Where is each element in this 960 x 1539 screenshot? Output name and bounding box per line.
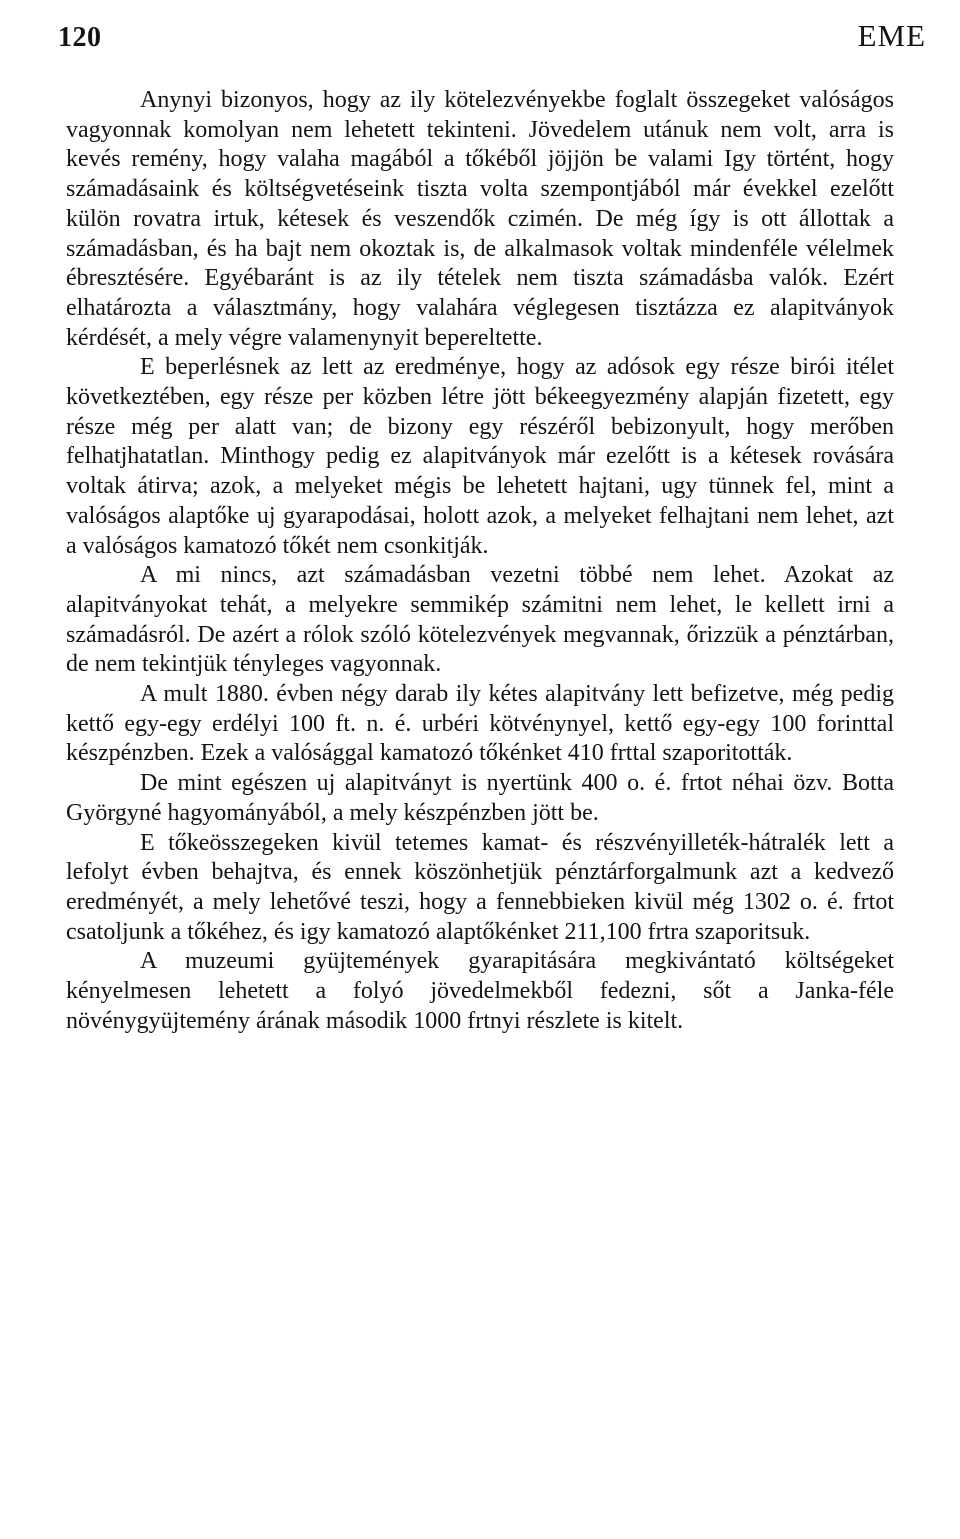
paragraph: De mint egészen uj alapitványt is nyertünk 400 o. é. frtot néhai özv. Botta Györgyné hagyományából, a mely készpénzben jött be. [66, 770, 894, 826]
paragraph: A mi nincs, azt számadásban vezetni többé nem lehet. Azokat az alapitványokat tehát, a melyekre semmikép számitni nem lehet, le kellett irni a számadásról. De azért a rólok szóló kötelezvények megvannak, őrizzük a pénztárban, de nem tekintjük tényleges vagyonnak. [66, 562, 894, 678]
paragraph: A muzeumi gyüjtemények gyarapitására megkivántató költségeket kényelmesen lehetett a folyó jövedelmekből fedezni, sőt a Janka-féle növénygyüjtemény árának második 1000 frtnyi részlete is kitelt. [66, 948, 894, 1034]
paragraph: A mult 1880. évben négy darab ily kétes alapitvány lett befizetve, még pedig kettő egy-egy erdélyi 100 ft. n. é. urbéri kötvénynyel, kettő egy-egy 100 forinttal készpénzben. Ezek a valósággal kamatozó tőkénket 410 frttal szaporitották. [66, 681, 894, 767]
running-head-logo: EME [857, 18, 926, 53]
paragraph: E tőkeösszegeken kivül tetemes kamat- és részvényilleték-hátralék lett a lefolyt évben behajtva, és ennek köszönhetjük pénztárforgalmunk azt a kedvező eredményét, a mely lehetővé teszi, hogy a fennebbieken kivül még 1302 o. é. frtot csatoljunk a tőkéhez, és igy kamatozó alaptőkénket 211,100 frtra szaporitsuk. [66, 829, 894, 945]
paragraph: E beperlésnek az lett az eredménye, hogy az adósok egy része birói itélet következtében, egy része per közben létre jött békeegyezmény alapján fizetett, egy része még per alatt van; de bizony egy részéről bebizonyult, hogy merőben felhatjhatatlan. Minthogy pedig ez alapitványok már ezelőtt is a kétesek rovására voltak átirva; azok, a melyeket mégis be lehetett hajtani, ugy tünnek fel, mint a valóságos alaptőke uj gyarapodásai, holott azok, a melyeket felhajtani nem lehet, azt a valóságos kamatozó tőkét nem csonkitják. [66, 354, 894, 559]
body-text [66, 86, 894, 1037]
page-number: 120 [58, 22, 102, 53]
paragraph: Anynyi bizonyos, hogy az ily kötelezvényekbe foglalt összegeket valóságos vagyonnak komolyan nem lehetett tekinteni. Jövedelem utánuk nem volt, arra is kevés remény, hogy valaha magából a tőkéből jöjjön be valami Igy történt, hogy számadásaink és költségvetéseink tiszta volta szempontjából már évekkel ezelőtt külön rovatra irtuk, kétesek és veszendők czimén. De még így is ott állottak a számadásban, és ha bajt nem okoztak is, de alkalmasok voltak mindenféle vélelmek ébresztésére. Egyébaránt is az ily tételek nem tiszta számadásba valók. Ezért elhatározta a választmány, hogy valahára véglegesen tisztázza ez alapitványok kérdését, a mely végre valamenynyit bepereltette. [66, 87, 894, 351]
